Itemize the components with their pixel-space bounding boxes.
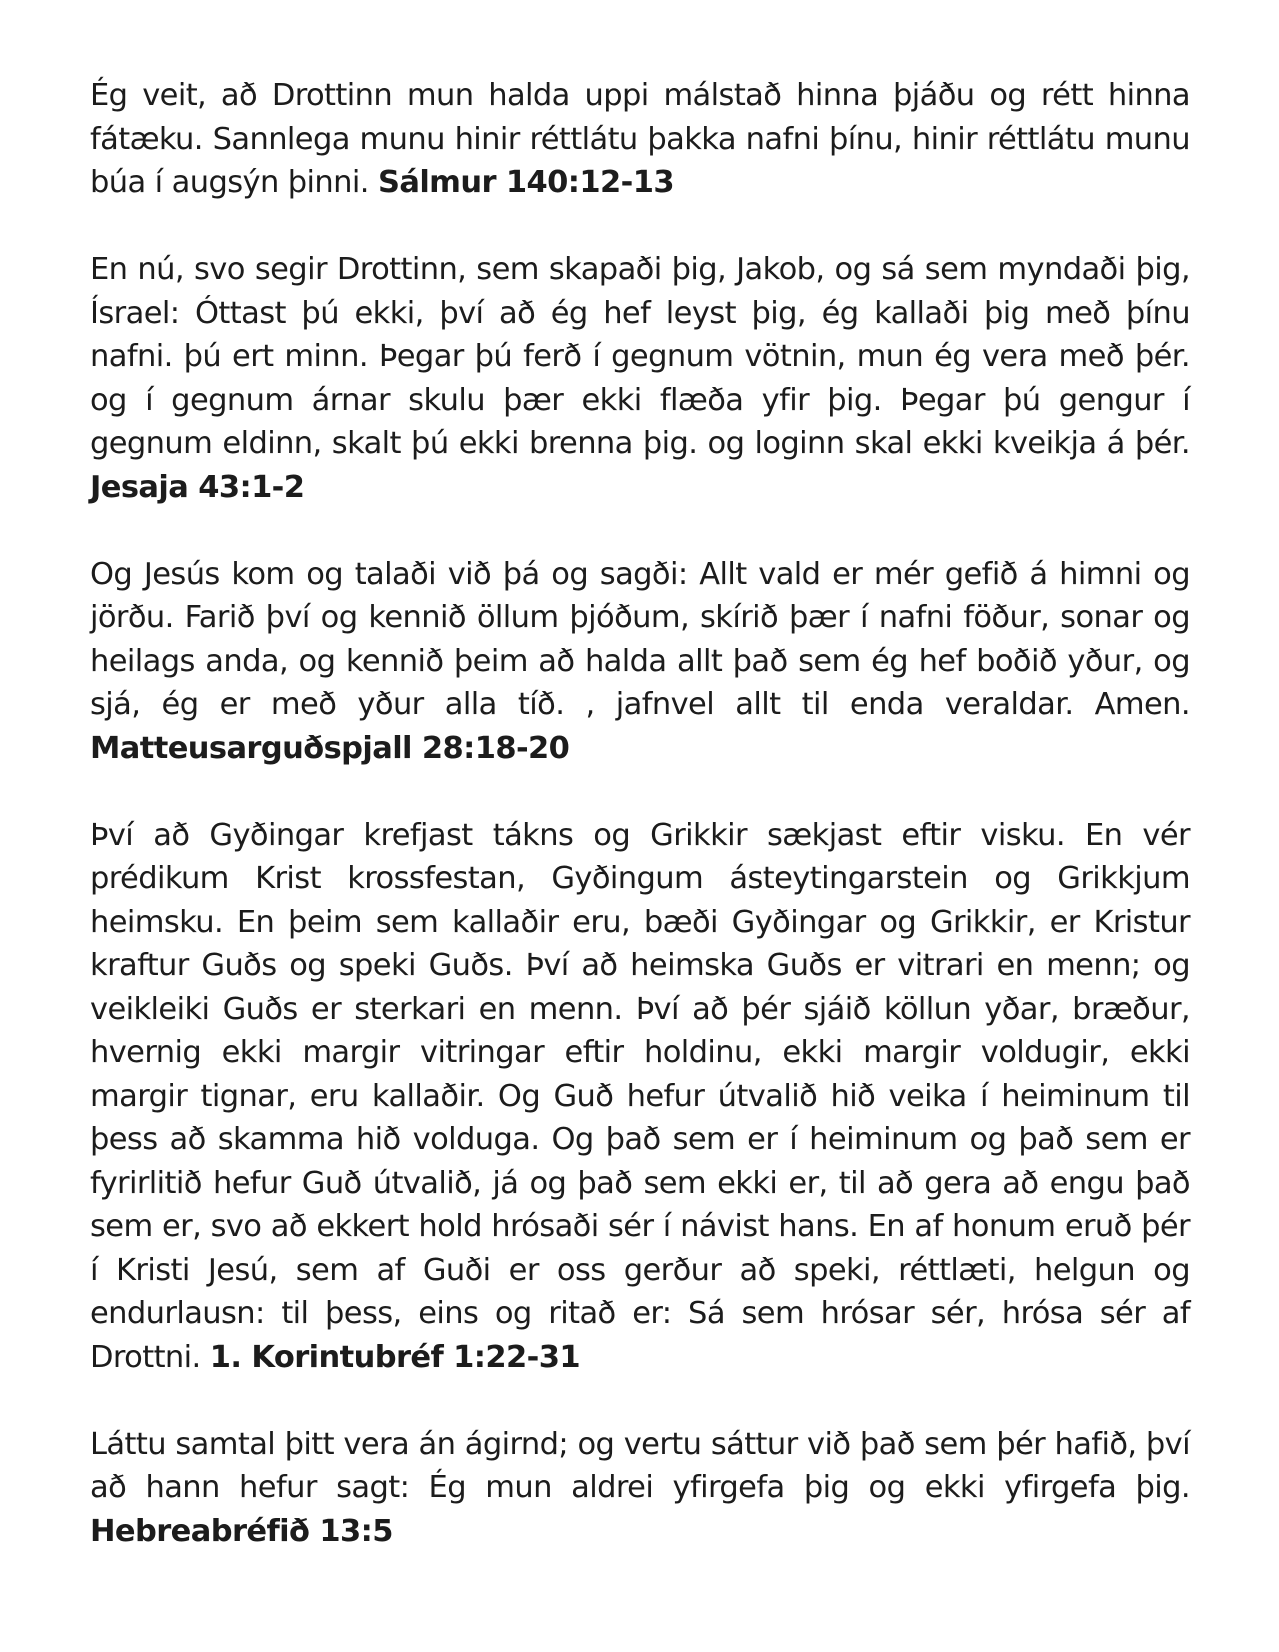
passage-text: Láttu samtal þitt vera án ágirnd; og vertu sáttur við það sem þér hafið, því að hann hefur sagt: Ég mun aldrei yfirgefa þig og ekki yfirgefa þig. xyxy=(90,1426,1190,1505)
scripture-reference: 1. Korintubréf 1:22-31 xyxy=(209,1339,580,1375)
passage-hebreabref xyxy=(90,1423,1190,1554)
passage-text: En nú, svo segir Drottinn, sem skapaði þig, Jakob, og sá sem myndaði þig, Ísrael: Óttast þú ekki, því að ég hef leyst þig, ég kallaði þig með þínu nafni. þú ert minn. Þegar þú ferð í gegnum vötnin, mun ég vera með þér. og í gegnum árnar skulu þær ekki flæða yfir þig. Þegar þú gengur í gegnum eldinn, skalt þú ekki brenna þig. og loginn skal ekki kveikja á þér. xyxy=(90,252,1190,461)
passage-salmur xyxy=(90,74,1190,205)
passage-matteus xyxy=(90,553,1190,771)
scripture-reference: Jesaja 43:1-2 xyxy=(90,469,305,505)
document-page xyxy=(90,74,1190,1597)
scripture-reference: Matteusarguðspjall 28:18-20 xyxy=(90,730,570,766)
passage-text: Því að Gyðingar krefjast tákns og Grikkir sækjast eftir visku. En vér prédikum Krist krossfestan, Gyðingum ásteytingarstein og Grikkjum heimsku. En þeim sem kallaðir eru, bæði Gyðingar og Grikkir, er Kristur kraftur Guðs og speki Guðs. Því að heimska Guðs er vitrari en menn; og veikleiki Guðs er sterkari en menn. Því að þér sjáið köllun yðar, bræður, hvernig ekki margir vitringar eftir holdinu, ekki margir voldugir, ekki margir tignar, eru kallaðir. Og Guð hefur útvalið hið veika í heiminum til þess að skamma hið volduga. Og það sem er í heiminum og það sem er fyrirlitið hefur Guð útvalið, já og það sem ekki er, til að gera að engu það sem er, svo að ekkert hold hrósaði sér í návist hans. En af honum eruð þér í Kristi Jesú, sem af Guði er oss gerður að speki, réttlæti, helgun og endurlausn: til þess, eins og ritað er: Sá sem hrósar sér, hrósa sér af Drottni. xyxy=(90,817,1190,1375)
scripture-reference: Sálmur 140:12-13 xyxy=(377,165,674,200)
passage-text: Ég veit, að Drottinn mun halda uppi málstað hinna þjáðu og rétt hinna fátæku. Sannlega munu hinir réttlátu þakka nafni þínu, hinir réttlátu munu búa í augsýn þinni. xyxy=(90,78,1190,200)
passage-korintubref xyxy=(90,814,1190,1380)
passage-text: Og Jesús kom og talaði við þá og sagði: Allt vald er mér gefið á himni og jörðu. Farið því og kennið öllum þjóðum, skírið þær í nafni föður, sonar og heilags anda, og kennið þeim að halda allt það sem ég hef boðið yður, og sjá, ég er með yður alla tíð. , jafnvel allt til enda veraldar. Amen. xyxy=(90,556,1190,722)
passage-jesaja xyxy=(90,248,1190,509)
scripture-reference: Hebreabréfið 13:5 xyxy=(90,1513,393,1549)
